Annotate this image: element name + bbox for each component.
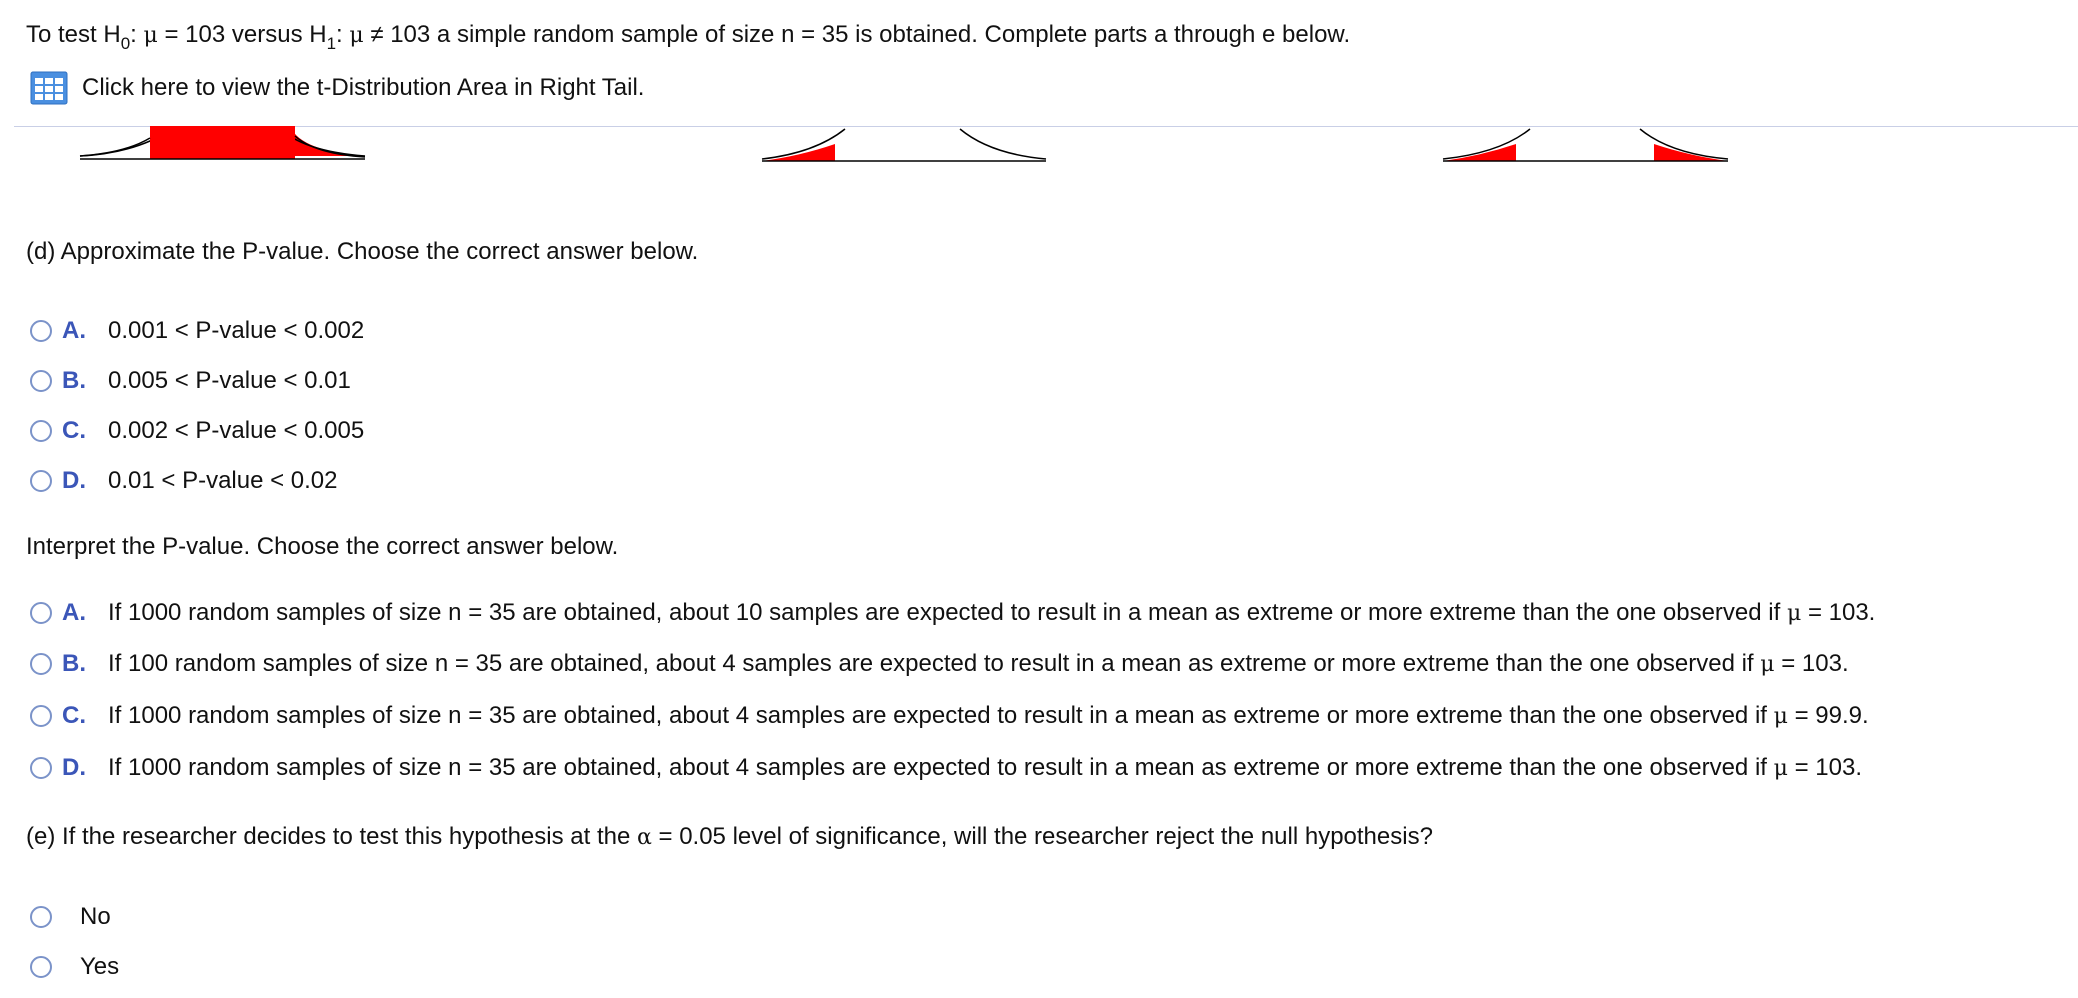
curve-left-tail	[762, 129, 1046, 161]
table-icon	[30, 71, 68, 105]
part-d-option-c[interactable]: C. 0.002 < P-value < 0.005	[30, 414, 364, 448]
part-e-option-no[interactable]: No	[30, 900, 111, 934]
radio-button[interactable]	[30, 705, 52, 727]
part-d-option-b[interactable]: B. 0.005 < P-value < 0.01	[30, 364, 351, 398]
interpret-option-d[interactable]: D. If 1000 random samples of size n = 35 are obtained, about 4 samples are expected to result in a mean as extreme or more extreme than the one observed if μ = 103.	[30, 751, 1862, 785]
radio-button[interactable]	[30, 906, 52, 928]
radio-button[interactable]	[30, 956, 52, 978]
table-link-label: Click here to view the t-Distribution Area in Right Tail.	[82, 74, 645, 101]
radio-button[interactable]	[30, 653, 52, 675]
radio-button[interactable]	[30, 602, 52, 624]
curve-two-tails	[1443, 129, 1728, 161]
interpret-option-c[interactable]: C. If 1000 random samples of size n = 35 are obtained, about 4 samples are expected to result in a mean as extreme or more extreme than the one observed if μ = 99.9.	[30, 699, 1869, 733]
interpret-option-a[interactable]: A. If 1000 random samples of size n = 35 are obtained, about 10 samples are expected to result in a mean as extreme or more extreme than the one observed if μ = 103.	[30, 596, 1875, 630]
radio-button[interactable]	[30, 320, 52, 342]
distribution-curves	[0, 126, 2078, 166]
interpret-option-b[interactable]: B. If 100 random samples of size n = 35 are obtained, about 4 samples are expected to result in a mean as extreme or more extreme than the one observed if μ = 103.	[30, 647, 1849, 681]
t-distribution-table-link[interactable]	[30, 72, 644, 104]
radio-button[interactable]	[30, 420, 52, 442]
part-d-option-a[interactable]: A. 0.001 < P-value < 0.002	[30, 314, 364, 348]
part-e-option-yes[interactable]: Yes	[30, 950, 119, 984]
radio-button[interactable]	[30, 370, 52, 392]
curve-center-shaded	[80, 126, 365, 159]
part-d-question: (d) Approximate the P-value. Choose the correct answer below.	[26, 238, 699, 265]
radio-button[interactable]	[30, 470, 52, 492]
interpret-question: Interpret the P-value. Choose the correct answer below.	[26, 533, 619, 560]
radio-button[interactable]	[30, 757, 52, 779]
problem-statement: To test $H_0$: μ = 103 versus $H_1$: μ ≠ 103 a simple random sample of size n = 35 is obtained. Complete parts a through e below.	[26, 21, 1351, 53]
part-d-option-d[interactable]: D. 0.01 < P-value < 0.02	[30, 464, 338, 498]
part-e-question: (e) If the researcher decides to test this hypothesis at the α = 0.05 level of significance, will the researcher reject the null hypothesis?	[26, 823, 1433, 850]
